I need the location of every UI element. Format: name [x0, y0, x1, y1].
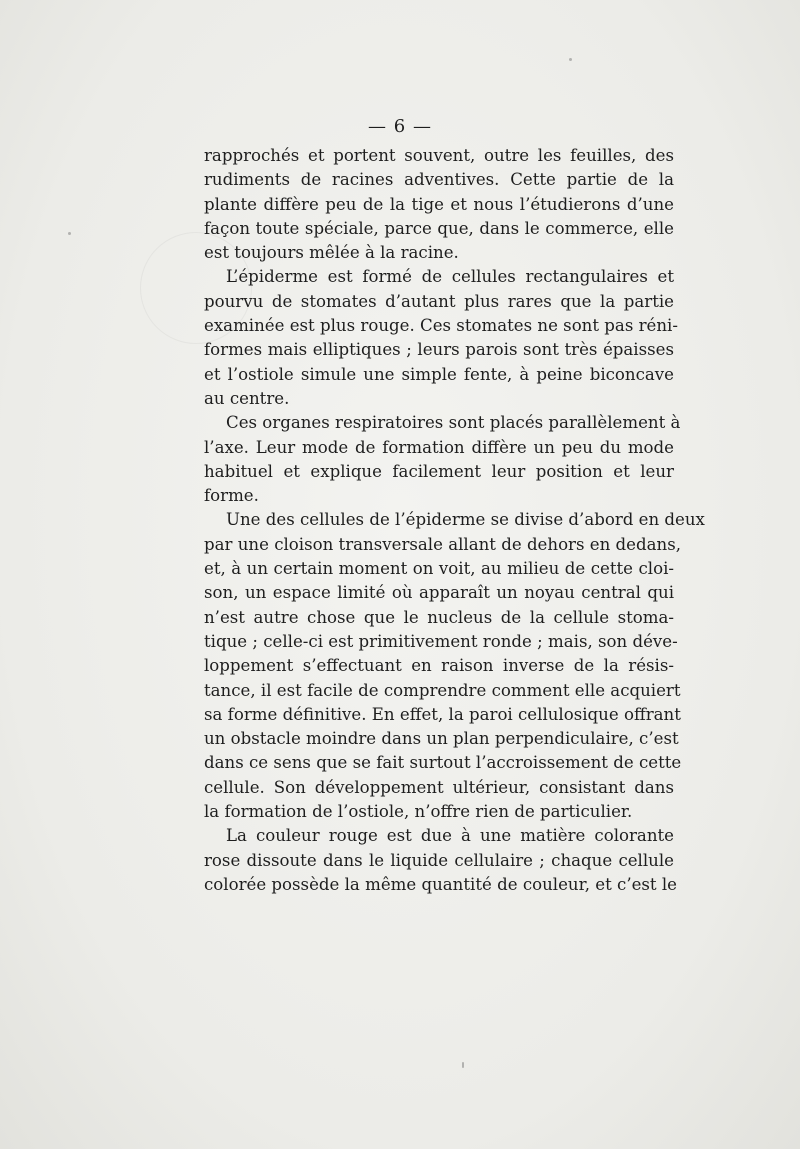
- text-line: tique ; celle-ci est primitivement ronde ; mais, son déve-: [204, 631, 678, 651]
- text-line: Une des cellules de l’épiderme se divise d’abord en deux: [226, 510, 705, 530]
- text-line: L’épiderme est formé de cellules rectangulaires et: [226, 267, 674, 287]
- page-number: — 6 —: [368, 116, 432, 137]
- text-line: l’axe. Leur mode de formation diffère un peu du mode: [204, 437, 674, 457]
- text-line: sa forme définitive. En effet, la paroi cellulosique offrant: [204, 704, 681, 724]
- paragraph-1: [204, 144, 674, 265]
- text-line: est toujours mêlée à la racine.: [204, 243, 459, 263]
- paragraph-4: [204, 508, 705, 824]
- text-line: la formation de l’ostiole, n’offre rien de particulier.: [204, 802, 633, 822]
- text-line: au centre.: [204, 388, 290, 408]
- paper-speck: [569, 58, 572, 61]
- text-line: formes mais elliptiques ; leurs parois sont très épaisses: [204, 340, 674, 360]
- text-line: loppement s’effectuant en raison inverse de la résis-: [204, 656, 674, 676]
- text-line: rose dissoute dans le liquide cellulaire ; chaque cellule: [204, 850, 674, 870]
- paragraph-2: [204, 265, 678, 411]
- text-line: dans ce sens que se fait surtout l’accroissement de cette: [204, 753, 682, 773]
- text-line: Ces organes respiratoires sont placés parallèlement à: [226, 413, 681, 433]
- text-line: plante diffère peu de la tige et nous l’étudierons d’une: [204, 194, 674, 214]
- paragraph-3: [204, 411, 681, 508]
- text-line: forme.: [204, 486, 259, 506]
- body-text: [204, 144, 705, 897]
- text-line: un obstacle moindre dans un plan perpendiculaire, c’est: [204, 729, 679, 749]
- text-line: rapprochés et portent souvent, outre les feuilles, des: [204, 146, 674, 165]
- text-line: et l’ostiole simule une simple fente, à peine biconcave: [204, 364, 674, 384]
- paper-speck: [68, 232, 71, 235]
- text-line: n’est autre chose que le nucleus de la cellule stoma-: [204, 607, 674, 627]
- paragraph-5: [204, 824, 677, 897]
- text-line: par une cloison transversale allant de dehors en dedans,: [204, 534, 681, 554]
- text-line: cellule. Son développement ultérieur, consistant dans: [204, 777, 674, 797]
- text-line: rudiments de racines adventives. Cette partie de la: [204, 170, 674, 190]
- text-line: examinée est plus rouge. Ces stomates ne sont pas réni-: [204, 316, 678, 336]
- text-line: façon toute spéciale, parce que, dans le commerce, elle: [204, 218, 674, 238]
- text-line: pourvu de stomates d’autant plus rares que la partie: [204, 291, 674, 311]
- text-line: son, un espace limité où apparaît un noyau central qui: [204, 583, 674, 603]
- text-line: La couleur rouge est due à une matière colorante: [226, 826, 674, 846]
- paper-speck: [462, 1062, 464, 1068]
- text-line: tance, il est facile de comprendre comment elle acquiert: [204, 680, 681, 700]
- text-line: et, à un certain moment on voit, au milieu de cette cloi-: [204, 559, 674, 579]
- text-line: colorée possède la même quantité de couleur, et c’est le: [204, 874, 677, 894]
- text-line: habituel et explique facilement leur position et leur: [204, 461, 674, 481]
